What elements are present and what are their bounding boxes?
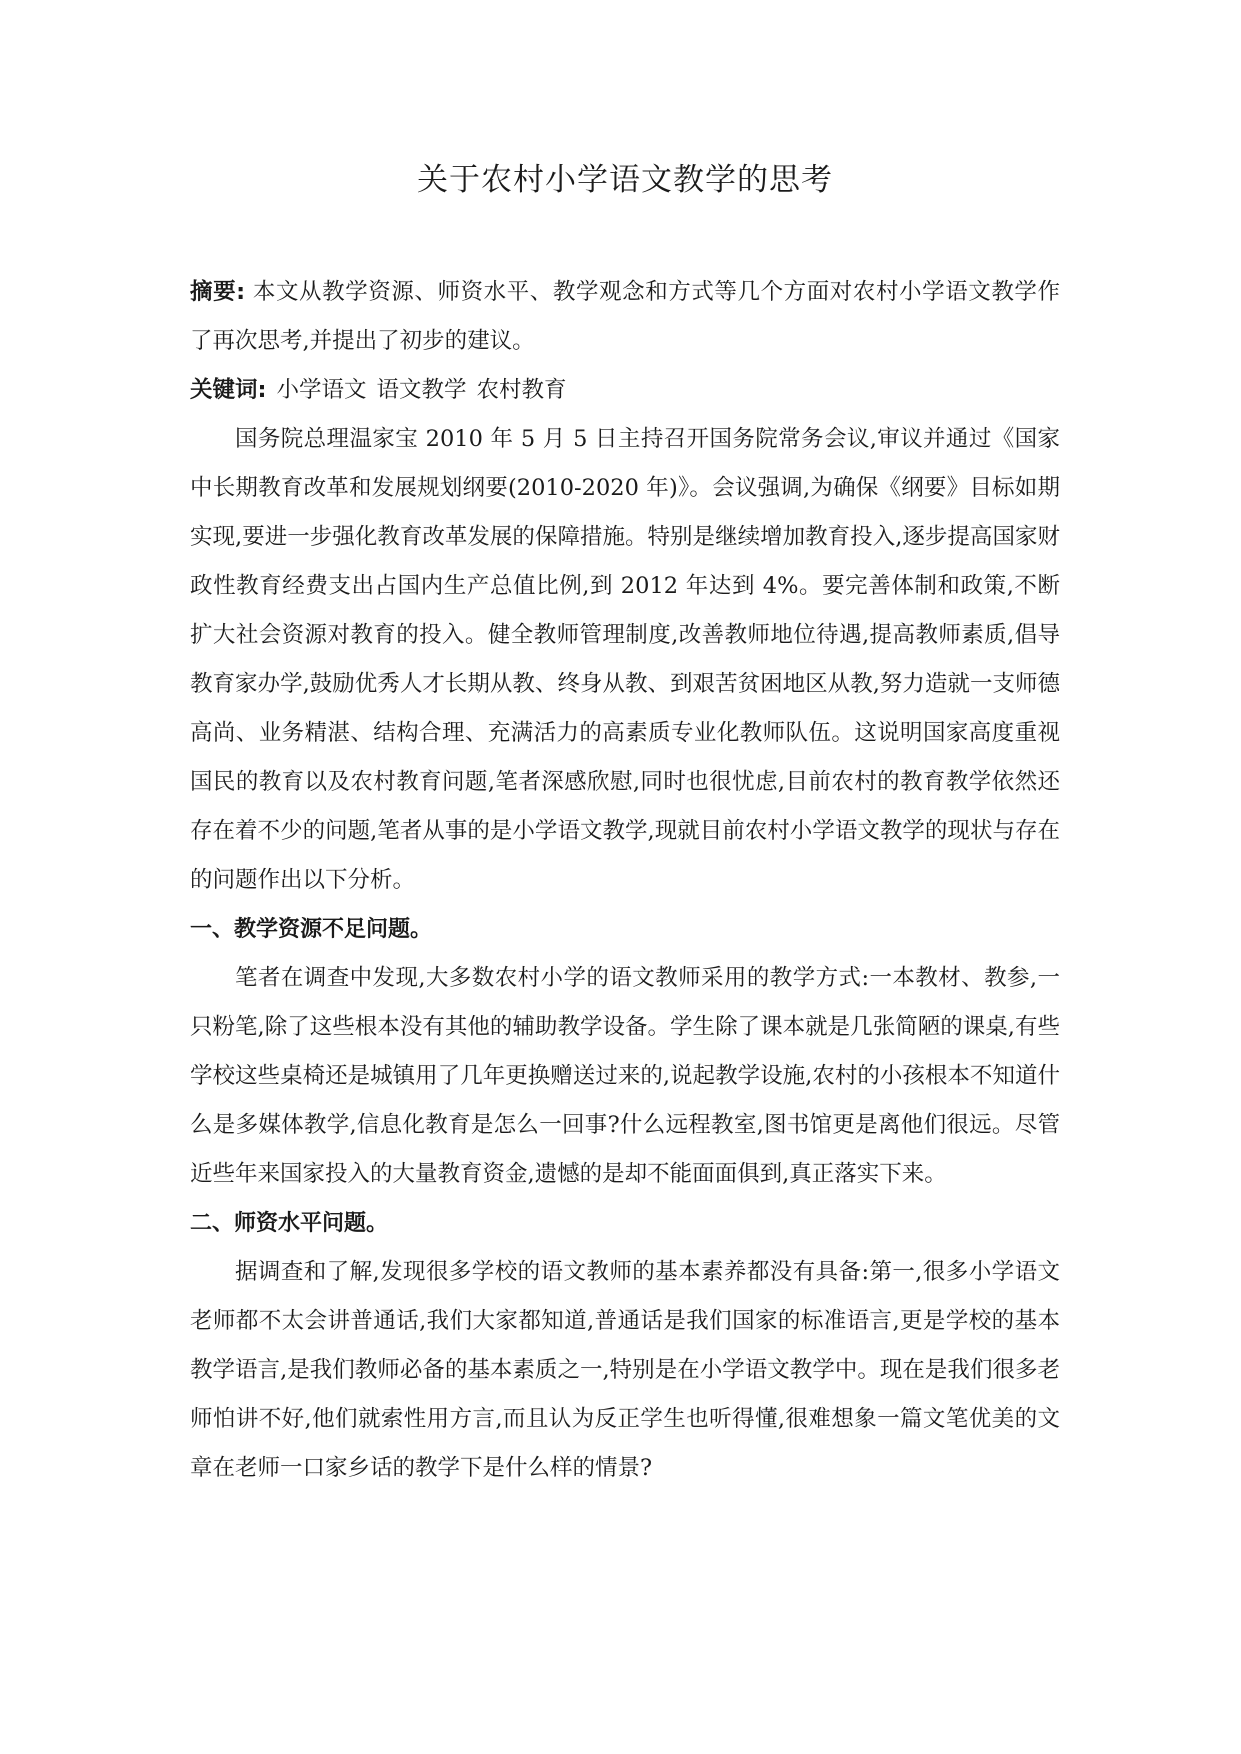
abstract-text: 本文从教学资源、师资水平、教学观念和方式等几个方面对农村小学语文教学作了再次思考,并提出了初步的建议。: [190, 279, 1060, 354]
section-heading: 二、师资水平问题。: [190, 1211, 389, 1236]
keyword-item: 农村教育: [476, 377, 567, 403]
section-body: 据调查和了解,发现很多学校的语文教师的基本素养都没有具备:第一,很多小学语文老师都不太会讲普通话,我们大家都知道,普通话是我们国家的标准语言,更是学校的基本教学语言,是我们教师必备的基本素质之一,特别是在小学语文教学中。现在是我们很多老师怕讲不好,他们就索性用方言,而且认为反正学生也听得懂,很难想象一篇文笔优美的文章在老师一口家乡话的教学下是什么样的情景?: [190, 1259, 1060, 1481]
keyword-item: 小学语文: [276, 377, 367, 403]
section-heading: 一、教学资源不足问题。: [190, 917, 433, 942]
keywords-label: 关键词:: [190, 377, 267, 403]
keywords: [190, 366, 1060, 415]
abstract: [190, 268, 1060, 366]
document-page: [190, 160, 1060, 1493]
keyword-item: 语文教学: [376, 377, 467, 403]
intro-paragraph: 国务院总理温家宝 2010 年 5 月 5 日主持召开国务院常务会议,审议并通过《国家中长期教育改革和发展规划纲要(2010-2020 年)》。会议强调,为确保《纲要》目标如期实现,要进一步强化教育改革发展的保障措施。特别是继续增加教育投入,逐步提高国家财政性教育经费支出占国内生产总值比例,到 2012 年达到 4%。要完善体制和政策,不断扩大社会资源对教育的投入。健全教师管理制度,改善教师地位待遇,提高教师素质,倡导教育家办学,鼓励优秀人才长期从教、终身从教、到艰苦贫困地区从教,努力造就一支师德高尚、业务精湛、结构合理、充满活力的高素质专业化教师队伍。这说明国家高度重视国民的教育以及农村教育问题,笔者深感欣慰,同时也很忧虑,目前农村的教育教学依然还存在着不少的问题,笔者从事的是小学语文教学,现就目前农村小学语文教学的现状与存在的问题作出以下分析。: [190, 426, 1060, 893]
abstract-label: 摘要:: [190, 279, 246, 305]
section-body: 笔者在调查中发现,大多数农村小学的语文教师采用的教学方式:一本教材、教参,一只粉笔,除了这些根本没有其他的辅助教学设备。学生除了课本就是几张简陋的课桌,有些学校这些桌椅还是城镇用了几年更换赠送过来的,说起教学设施,农村的小孩根本不知道什么是多媒体教学,信息化教育是怎么一回事?什么远程教室,图书馆更是离他们很远。尽管近些年来国家投入的大量教育资金,遗憾的是却不能面面俱到,真正落实下来。: [190, 965, 1060, 1187]
document-title: 关于农村小学语文教学的思考: [417, 162, 833, 198]
